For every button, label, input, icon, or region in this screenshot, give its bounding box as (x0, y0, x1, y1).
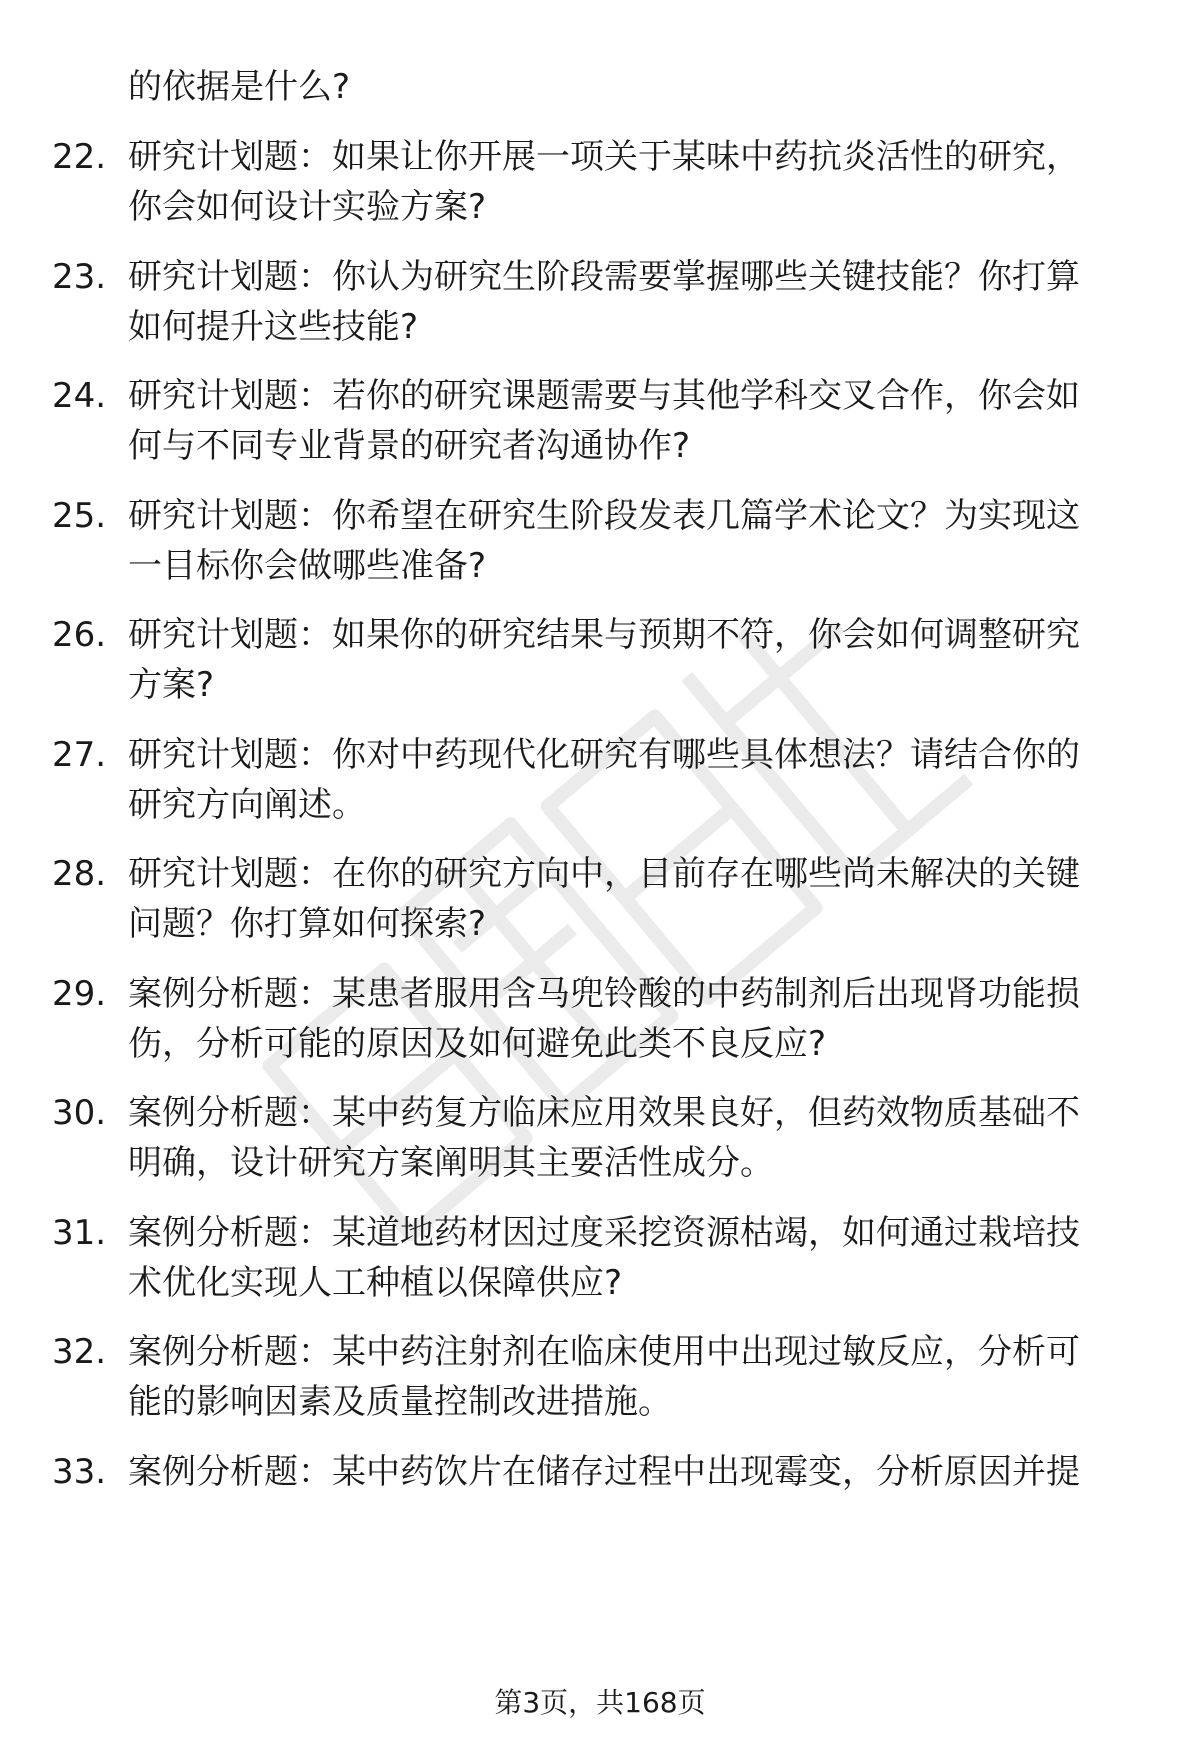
question-item (0, 610, 1200, 710)
question-text-line: 问题？你打算如何探索? (128, 904, 487, 944)
continuation-text: 的依据是什么? (128, 67, 351, 107)
question-number: 26. (52, 615, 107, 655)
question-text-line: 研究计划题：你希望在研究生阶段发表几篇学术论文？为实现这 (128, 496, 1080, 536)
question-text-line: 你会如何设计实验方案? (128, 187, 487, 227)
question-text-line: 研究计划题：你认为研究生阶段需要掌握哪些关键技能？你打算 (128, 257, 1080, 297)
question-item (0, 730, 1200, 830)
question-text-line: 研究计划题：如果你的研究结果与预期不符，你会如何调整研究 (128, 615, 1080, 655)
question-text (128, 1208, 1148, 1308)
question-text-line: 伤，分析可能的原因及如何避免此类不良反应? (128, 1024, 827, 1064)
question-number: 32. (52, 1332, 107, 1372)
question-number: 33. (52, 1452, 107, 1492)
question-text (128, 610, 1148, 710)
question-item (0, 1208, 1200, 1308)
question-text-line: 何与不同专业背景的研究者沟通协作? (128, 426, 691, 466)
question-text-line: 一目标你会做哪些准备? (128, 546, 487, 586)
question-item (0, 849, 1200, 949)
question-item (0, 371, 1200, 471)
question-text-line: 案例分析题：某中药复方临床应用效果良好，但药效物质基础不 (128, 1093, 1080, 1133)
question-text (128, 252, 1148, 352)
question-text (128, 1327, 1148, 1427)
question-number: 28. (52, 854, 107, 894)
question-text (128, 1447, 1148, 1497)
question-text-line: 明确，设计研究方案阐明其主要活性成分。 (128, 1143, 774, 1183)
question-text-line: 术优化实现人工种植以保障供应? (128, 1263, 623, 1303)
question-text (128, 730, 1148, 830)
page-footer: 第3页，共168页 (494, 1686, 706, 1719)
question-text (128, 132, 1148, 232)
question-item (0, 1327, 1200, 1427)
question-number: 29. (52, 974, 107, 1014)
question-text (128, 1088, 1148, 1188)
question-text-line: 能的影响因素及质量控制改进措施。 (128, 1382, 672, 1422)
question-text-line: 案例分析题：某道地药材因过度采挖资源枯竭，如何通过栽培技 (128, 1213, 1080, 1253)
question-text (128, 849, 1148, 949)
question-text-line: 案例分析题：某患者服用含马兜铃酸的中药制剂后出现肾功能损 (128, 974, 1080, 1014)
question-number: 22. (52, 137, 107, 177)
question-text-line: 如何提升这些技能? (128, 307, 419, 347)
question-number: 27. (52, 735, 107, 775)
question-number: 24. (52, 376, 107, 416)
question-text-line: 方案? (128, 665, 215, 705)
question-number: 30. (52, 1093, 107, 1133)
question-text-line: 案例分析题：某中药注射剂在临床使用中出现过敏反应，分析可 (128, 1332, 1080, 1372)
question-text-line: 研究计划题：若你的研究课题需要与其他学科交叉合作，你会如 (128, 376, 1080, 416)
question-item (0, 1088, 1200, 1188)
question-text (128, 371, 1148, 471)
question-text-line: 研究计划题：在你的研究方向中，目前存在哪些尚未解决的关键 (128, 854, 1080, 894)
question-text-line: 研究方向阐述。 (128, 785, 366, 825)
question-text-line: 研究计划题：如果让你开展一项关于某味中药抗炎活性的研究， (128, 137, 1080, 177)
question-item (0, 969, 1200, 1069)
question-text-line: 研究计划题：你对中药现代化研究有哪些具体想法？请结合你的 (128, 735, 1080, 775)
question-text (128, 491, 1148, 591)
question-item (0, 132, 1200, 232)
question-item (0, 1447, 1200, 1547)
question-number: 25. (52, 496, 107, 536)
question-item (0, 491, 1200, 591)
question-text (128, 969, 1148, 1069)
question-number: 31. (52, 1213, 107, 1253)
question-number: 23. (52, 257, 107, 297)
question-text-line: 案例分析题：某中药饮片在储存过程中出现霉变，分析原因并提 (128, 1452, 1080, 1492)
question-item (0, 252, 1200, 352)
